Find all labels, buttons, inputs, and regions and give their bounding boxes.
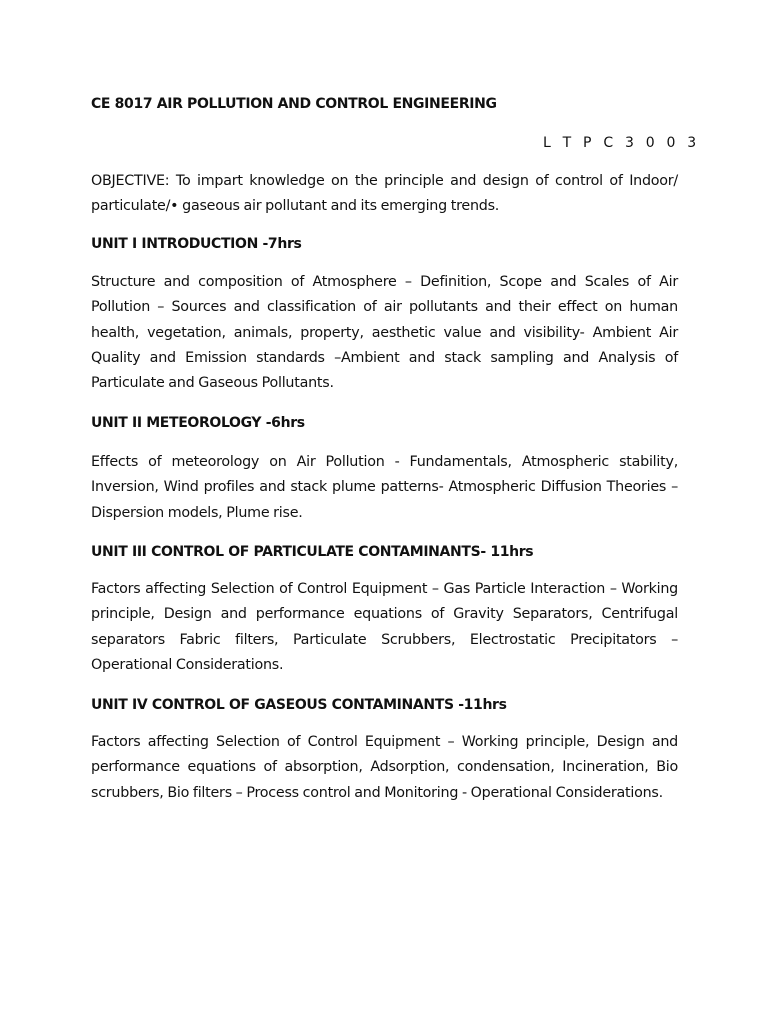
unit-1-body: Structure and composition of Atmosphere – Definition, Scope and Scales of Air Pollution – Sources and classification of air pollutants and their effect on human health, vegetation, animals, property, aesthetic value and visibility- Ambient Air Quality and Emission standards –Ambient and stack sampling and Analysis of Particulate and Gaseous Pollutants. bbox=[91, 274, 678, 392]
unit-2-body: Effects of meteorology on Air Pollution - Fundamentals, Atmospheric stability, Inversion, Wind profiles and stack plume patterns- Atmospheric Diffusion Theories – Dispersion models, Plume rise. bbox=[91, 454, 678, 521]
unit-3-body: Factors affecting Selection of Control Equipment – Gas Particle Interaction – Working principle, Design and performance equations of Gravity Separators, Centrifugal separators Fabric filters, Particulate Scrubbers, Electrostatic Precipitators – Operational Considerations. bbox=[91, 581, 678, 673]
objective-paragraph: OBJECTIVE: To impart knowledge on the principle and design of control of Indoor/ particulate/• gaseous air pollutant and its emerging trends. bbox=[91, 173, 678, 215]
unit-2-heading: UNIT II METEOROLOGY -6hrs bbox=[91, 415, 305, 431]
unit-4-body: Factors affecting Selection of Control Equipment – Working principle, Design and performance equations of absorption, Adsorption, condensation, Incineration, Bio scrubbers, Bio filters – Process control and Monitoring - Operational Considerations. bbox=[91, 734, 678, 801]
unit-1-heading: UNIT I INTRODUCTION -7hrs bbox=[91, 236, 302, 252]
ltpc-credits: L T P C 3 0 0 3 bbox=[543, 135, 700, 151]
unit-4-heading: UNIT IV CONTROL OF GASEOUS CONTAMINANTS -11hrs bbox=[91, 697, 507, 713]
unit-3-heading: UNIT III CONTROL OF PARTICULATE CONTAMINANTS- 11hrs bbox=[91, 544, 534, 560]
course-title: CE 8017 AIR POLLUTION AND CONTROL ENGINEERING bbox=[91, 96, 497, 112]
